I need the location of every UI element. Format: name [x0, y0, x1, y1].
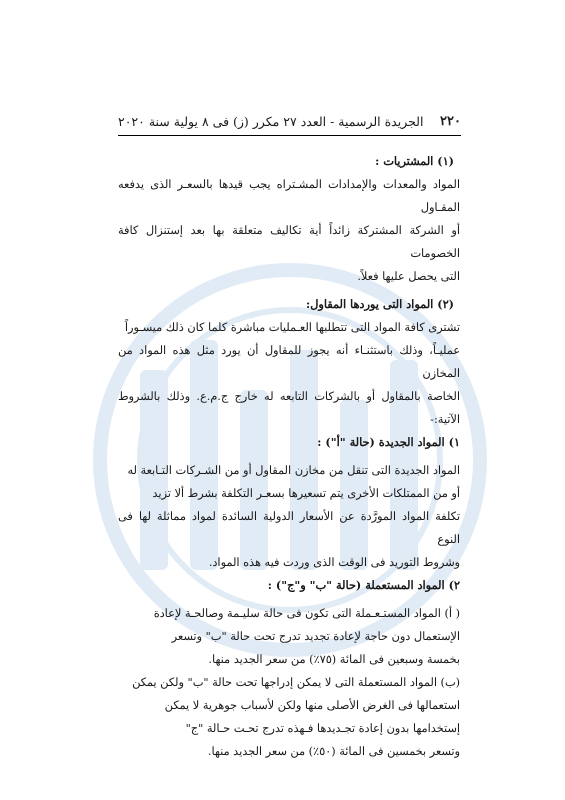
section-2-heading: (٢) المواد التى يوردها المقاول: [305, 297, 454, 311]
item-b-line: استعمالها فى الغرض الأصلى منها ولكن لأسباب جوهرية لا يمكن [164, 699, 460, 712]
section-1-line: المواد والمعدات والإمدادات المشـتراه يجب قيدها بالسعـر الذى يدفعه المقـاول [118, 178, 460, 214]
subsection-new-materials-heading: ١) المواد الجديدة (حالة "أ") : [317, 435, 460, 449]
section-2-line: الخاصة بالمقاول أو بالشركات التابعه له خارج ج.م.ع. وذلك بالشروط الآتية:- [118, 390, 460, 426]
item-a-line: الإستعمال دون حاجة لإعادة تجديد تدرج تحت حالة "ب" وتسعر [171, 630, 460, 643]
subsection-new-materials-line: وشروط التوريد فى الوقت الذى وردت فيه هذه المواد. [208, 556, 460, 569]
section-1-heading: (١) المشتريات : [375, 154, 454, 168]
gazette-title: الجريدة الرسمية - العدد ٢٧ مكرر (ز) فى ٨ يولية سنة ٢٠٢٠ [118, 114, 424, 129]
section-2-line: عمليـاً، وذلك باستثنـاء أنه يجوز للمقاول أن يورد مثل هذه المواد من المخازن [118, 344, 460, 380]
page-number: ٢٢٠ [440, 114, 461, 129]
subsection-new-materials-line: تكلفة المواد المورَّدة عن الأسعار الدولية السائدة لمواد مماثلة لها فى النوع [118, 510, 460, 546]
subsection-new-materials-line: أو من الممتلكات الأخرى يتم تسعيرها بسعـر التكلفة بشرط ألا تزيد [152, 487, 460, 500]
section-1-line: التى يحصل عليها فعلاً. [357, 270, 460, 283]
item-b-line: (ب) المواد المستعملة التى لا يمكن إدراجها تحت حالة "ب" ولكن يمكن [132, 676, 460, 689]
section-2-line: تشترى كافة المواد التى تتطلبها العـمليات مباشرة كلما كان ذلك ميسـوراً [124, 321, 460, 334]
item-a-line: ( أ) المواد المستـعـملة التى تكون فى حالة سليـمة وصالحـة لإعادة [153, 607, 460, 620]
page-header [118, 103, 461, 136]
item-a-line: بخمسة وسبعين فى المائة (٧٥٪) من سعر الجديد منها. [208, 653, 460, 666]
item-b-line: وتسعر بخمسين فى المائة (٥٠٪) من سعر الجديد منها. [207, 745, 460, 758]
document-body [118, 150, 460, 763]
section-1-line: أو الشركة المشتركة زائداً أية تكاليف متعلقة بها بعد إستنزال كافة الخصومات [118, 224, 460, 260]
subsection-used-materials-heading: ٢) المواد المستعملة (حالة "ب" و"ج") : [267, 578, 460, 592]
item-b-line: إستخدامها بدون إعادة تجـديدها فـهذه تدرج تحـت حـالة "ج" [185, 722, 460, 735]
subsection-new-materials-line: المواد الجديدة التى تنقل من مخازن المقاول أو من الشـركات التـابعة له [127, 464, 460, 477]
